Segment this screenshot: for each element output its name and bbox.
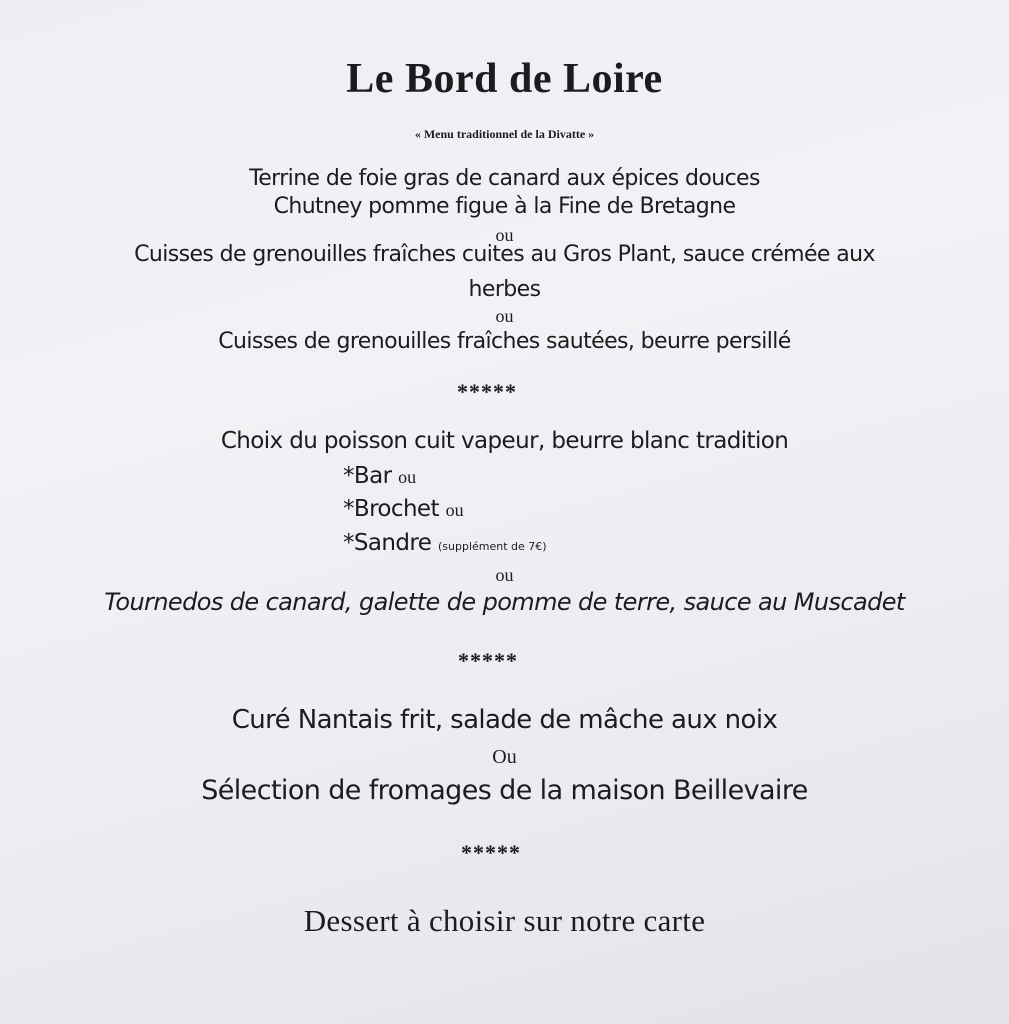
- fish-name: *Brochet: [343, 496, 439, 522]
- fish-name: *Sandre: [343, 530, 432, 556]
- starter-line-3: Cuisses de grenouilles fraîches cuites au Gros Plant, sauce crémée aux: [134, 242, 875, 267]
- or-separator: ou: [495, 306, 514, 326]
- starter-line-2: Chutney pomme figue à la Fine de Bretagne: [273, 194, 736, 219]
- starter-line-3-continued: herbes: [468, 277, 541, 302]
- starter-line-1: Terrine de foie gras de canard aux épices douces: [249, 166, 760, 191]
- or-separator: ou: [495, 565, 514, 585]
- or-label: ou: [398, 467, 417, 487]
- course-separator: *****: [461, 840, 521, 865]
- fish-option-brochet: [343, 498, 464, 521]
- dessert-line: Dessert à choisir sur notre carte: [303, 903, 706, 938]
- fish-option-sandre: [343, 532, 547, 555]
- cheese-line-2: Sélection de fromages de la maison Beillevaire: [201, 775, 808, 806]
- cheese-line-1: Curé Nantais frit, salade de mâche aux noix: [231, 705, 778, 735]
- course-separator: *****: [458, 648, 518, 673]
- or-label: ou: [445, 500, 464, 520]
- menu-subtitle: « Menu traditionnel de la Divatte »: [414, 127, 595, 141]
- main-line-1: Choix du poisson cuit vapeur, beurre blanc tradition: [220, 428, 789, 454]
- main-line-2: Tournedos de canard, galette de pomme de terre, sauce au Muscadet: [104, 588, 905, 616]
- supplement-note: (supplément de 7€): [438, 540, 547, 553]
- fish-option-bar: [343, 465, 416, 488]
- course-separator: *****: [457, 379, 517, 404]
- or-separator: Ou: [492, 746, 517, 768]
- starter-line-4: Cuisses de grenouilles fraîches sautées, beurre persillé: [218, 329, 791, 354]
- restaurant-title: Le Bord de Loire: [346, 56, 663, 102]
- fish-name: *Bar: [343, 463, 392, 489]
- or-separator: ou: [495, 225, 514, 245]
